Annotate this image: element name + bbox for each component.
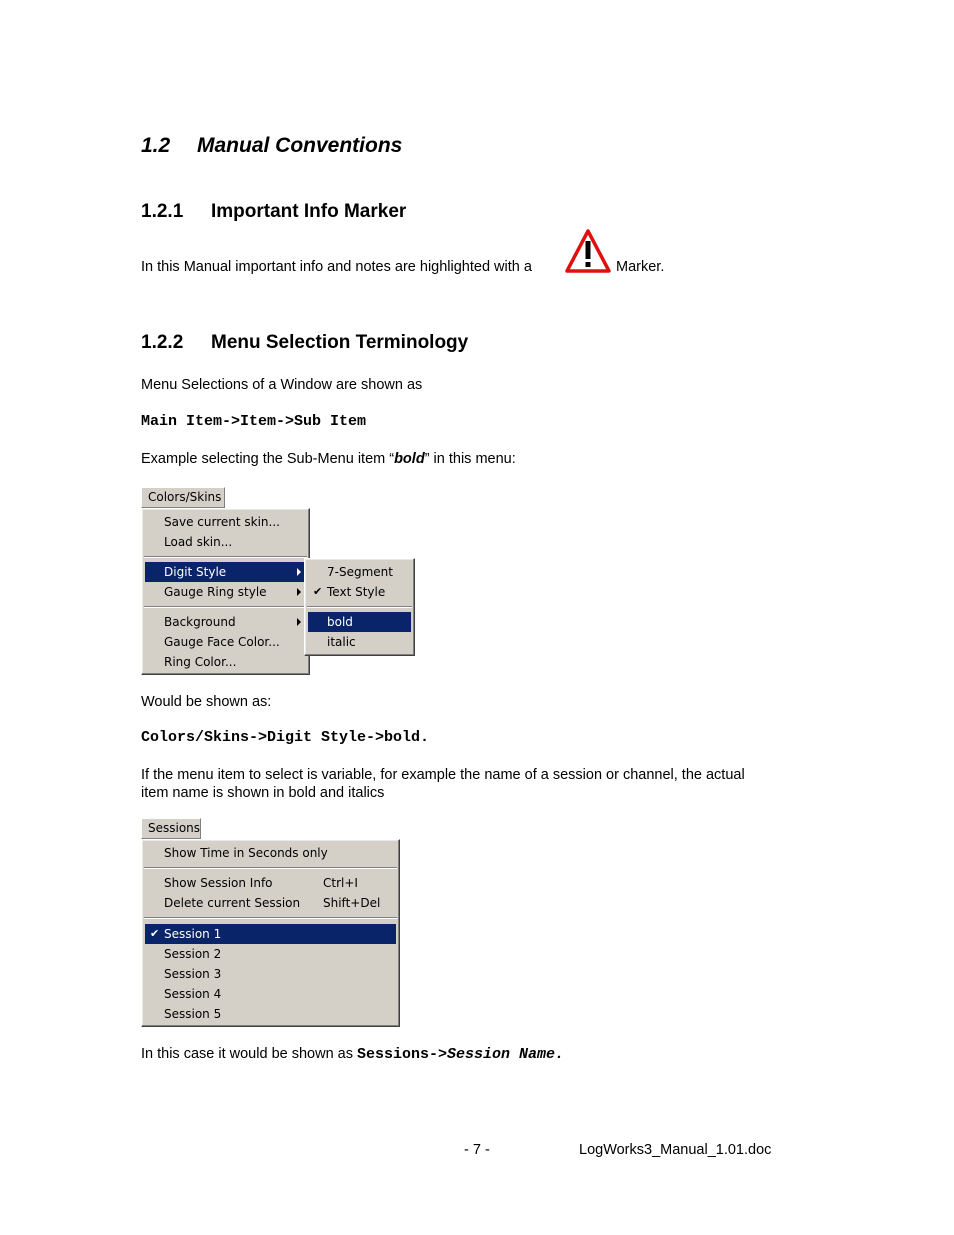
menu-shortcut: Ctrl+I xyxy=(323,876,358,890)
menu-item-label: Digit Style xyxy=(164,565,227,579)
submenu-arrow-icon xyxy=(297,568,301,576)
menu-item-label: Gauge Face Color... xyxy=(164,635,280,649)
menu-separator xyxy=(307,606,412,608)
menu-item-label: Text Style xyxy=(327,585,386,599)
subsection-title: Menu Selection Terminology xyxy=(211,332,469,353)
submenu-item-7-segment[interactable] xyxy=(308,562,411,582)
menu-item-label: Show Time in Seconds only xyxy=(164,846,328,860)
important-info-text: In this Manual important info and notes are highlighted with a xyxy=(141,259,532,275)
check-icon: ✔ xyxy=(150,927,160,940)
example-text-after: ” in this menu: xyxy=(424,451,516,467)
menu-item-label: Session 1 xyxy=(164,927,222,941)
page-number: - 7 - xyxy=(464,1142,490,1158)
menu-item-label: italic xyxy=(327,635,356,649)
submenu-arrow-icon xyxy=(297,618,301,626)
menu-item-label: bold xyxy=(327,615,353,629)
menu-item-label: Session 3 xyxy=(164,967,222,981)
menu-item-label: Background xyxy=(164,615,236,629)
shown-as-text: Would be shown as: xyxy=(141,694,272,710)
menu-item-show-session-info[interactable] xyxy=(145,873,396,893)
section-number: 1.2 xyxy=(141,134,171,157)
variable-note-line2: item name is shown in bold and italics xyxy=(141,785,385,801)
variable-note-line1: If the menu item to select is variable, for example the name of a session or channel, the actual xyxy=(141,767,745,783)
menu-item-label: 7-Segment xyxy=(327,565,393,579)
final-italic-text: Session Name. xyxy=(447,1046,565,1063)
menu-item-ring-color[interactable] xyxy=(145,652,306,672)
menu-item-gauge-face-color[interactable] xyxy=(145,632,306,652)
section-heading xyxy=(141,134,402,158)
subsection-number: 1.2.2 xyxy=(141,332,184,353)
menu-item-session-2[interactable] xyxy=(145,944,396,964)
check-icon: ✔ xyxy=(313,585,323,598)
menu-item-label: Session 5 xyxy=(164,1007,222,1021)
menu-item-label: Save current skin... xyxy=(164,515,280,529)
menu-item-label: Session 2 xyxy=(164,947,222,961)
menu-separator xyxy=(144,867,397,869)
menu-item-label: Session 4 xyxy=(164,987,222,1001)
final-example-text xyxy=(141,1046,564,1063)
menu-item-label: Show Session Info xyxy=(164,876,273,890)
menu-item-gauge-ring-style[interactable] xyxy=(145,582,306,602)
final-mono-text: Sessions-> xyxy=(357,1046,448,1063)
example-bold-word: bold xyxy=(394,451,425,467)
warning-triangle-icon xyxy=(565,228,611,274)
menu-item-show-time-seconds[interactable] xyxy=(145,843,396,863)
menu-item-session-3[interactable] xyxy=(145,964,396,984)
menu-item-label: Load skin... xyxy=(164,535,233,549)
subsection-number: 1.2.1 xyxy=(141,201,184,222)
submenu-item-italic[interactable] xyxy=(308,632,411,652)
marker-word: Marker. xyxy=(616,259,665,275)
menu-shortcut: Shift+Del xyxy=(323,896,381,910)
menu-item-load-skin[interactable] xyxy=(145,532,306,552)
menu-item-delete-session[interactable] xyxy=(145,893,396,913)
final-text-before: In this case it would be shown as xyxy=(141,1046,358,1062)
menu-intro-text: Menu Selections of a Window are shown as xyxy=(141,377,423,393)
document-filename: LogWorks3_Manual_1.01.doc xyxy=(579,1142,772,1158)
submenu-arrow-icon xyxy=(297,588,301,596)
colors-skins-dropdown xyxy=(141,508,310,675)
menu-syntax: Main Item->Item->Sub Item xyxy=(141,413,367,430)
menu-separator xyxy=(144,917,397,919)
menubar-sessions[interactable]: Sessions xyxy=(141,818,201,839)
section-title: Manual Conventions xyxy=(197,134,403,157)
menu-item-session-5[interactable] xyxy=(145,1004,396,1024)
menu-item-label: Delete current Session xyxy=(164,896,301,910)
submenu-item-bold[interactable] xyxy=(308,612,411,632)
submenu-item-text-style[interactable] xyxy=(308,582,411,602)
subsection-heading-menu-terminology xyxy=(141,332,468,354)
menu-item-session-1[interactable] xyxy=(145,924,396,944)
example-text xyxy=(141,451,516,467)
menu-item-session-4[interactable] xyxy=(145,984,396,1004)
digit-style-submenu xyxy=(304,558,415,656)
menu-result-example: Colors/Skins->Digit Style->bold. xyxy=(141,729,430,746)
menu-separator xyxy=(144,556,307,558)
subsection-title: Important Info Marker xyxy=(211,201,407,222)
menu-item-save-skin[interactable] xyxy=(145,512,306,532)
menu-item-label: Ring Color... xyxy=(164,655,237,669)
sessions-dropdown xyxy=(141,839,400,1027)
menu-separator xyxy=(144,606,307,608)
menu-item-label: Gauge Ring style xyxy=(164,585,267,599)
subsection-heading-important-info xyxy=(141,201,406,223)
menu-item-digit-style[interactable] xyxy=(145,562,306,582)
example-text-before: Example selecting the Sub-Menu item “ xyxy=(141,451,395,467)
menu-item-background[interactable] xyxy=(145,612,306,632)
menubar-colors-skins[interactable]: Colors/Skins xyxy=(141,487,225,508)
